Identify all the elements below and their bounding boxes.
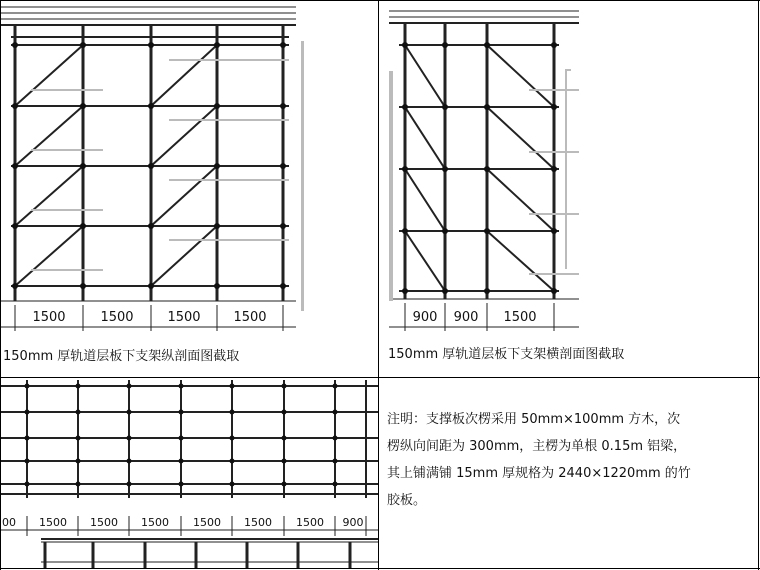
transverse-section-panel [379, 1, 758, 377]
plan-grid-panel [1, 378, 378, 568]
plan-dimension-6: 1500 [244, 516, 272, 529]
plan-dimension-2: 1500 [39, 516, 67, 529]
plan-dimension-4: 1500 [141, 516, 169, 529]
note-text [387, 406, 755, 514]
transverse-dimension-1: 900 [412, 310, 438, 325]
longitudinal-section-drawing [1, 1, 378, 341]
transverse-section-caption: 150mm 厚轨道层板下支架横剖面图截取 [388, 347, 625, 362]
note-line-3: 其上铺满铺 15mm 厚规格为 2440×1220mm 的竹 [387, 466, 691, 481]
longitudinal-dimension-2: 1500 [100, 310, 134, 325]
transverse-dimension-2: 900 [453, 310, 479, 325]
longitudinal-dimension-1: 1500 [32, 310, 66, 325]
plan-dimension-1: 00 [2, 516, 16, 529]
note-line-1: 注明：支撑板次楞采用 50mm×100mm 方木，次 [387, 412, 681, 427]
note-line-2: 楞纵向间距为 300mm，主楞为单根 0.15m 铝梁， [387, 439, 687, 454]
plan-dimension-8: 900 [342, 516, 364, 529]
plan-dimension-7: 1500 [296, 516, 324, 529]
transverse-section-drawing [379, 1, 758, 337]
longitudinal-dimension-3: 1500 [167, 310, 201, 325]
plan-grid-drawing [1, 378, 378, 568]
plan-dimension-5: 1500 [193, 516, 221, 529]
longitudinal-section-caption: 150mm 厚轨道层板下支架纵剖面图截取 [3, 349, 240, 364]
note-panel [379, 378, 758, 568]
outer-border-right [758, 0, 759, 570]
transverse-dimension-3: 1500 [503, 310, 537, 325]
outer-border-bottom [0, 568, 760, 569]
plan-dimension-3: 1500 [90, 516, 118, 529]
longitudinal-dimension-4: 1500 [233, 310, 267, 325]
longitudinal-section-panel [1, 1, 378, 377]
note-line-4: 胶板。 [387, 493, 427, 508]
